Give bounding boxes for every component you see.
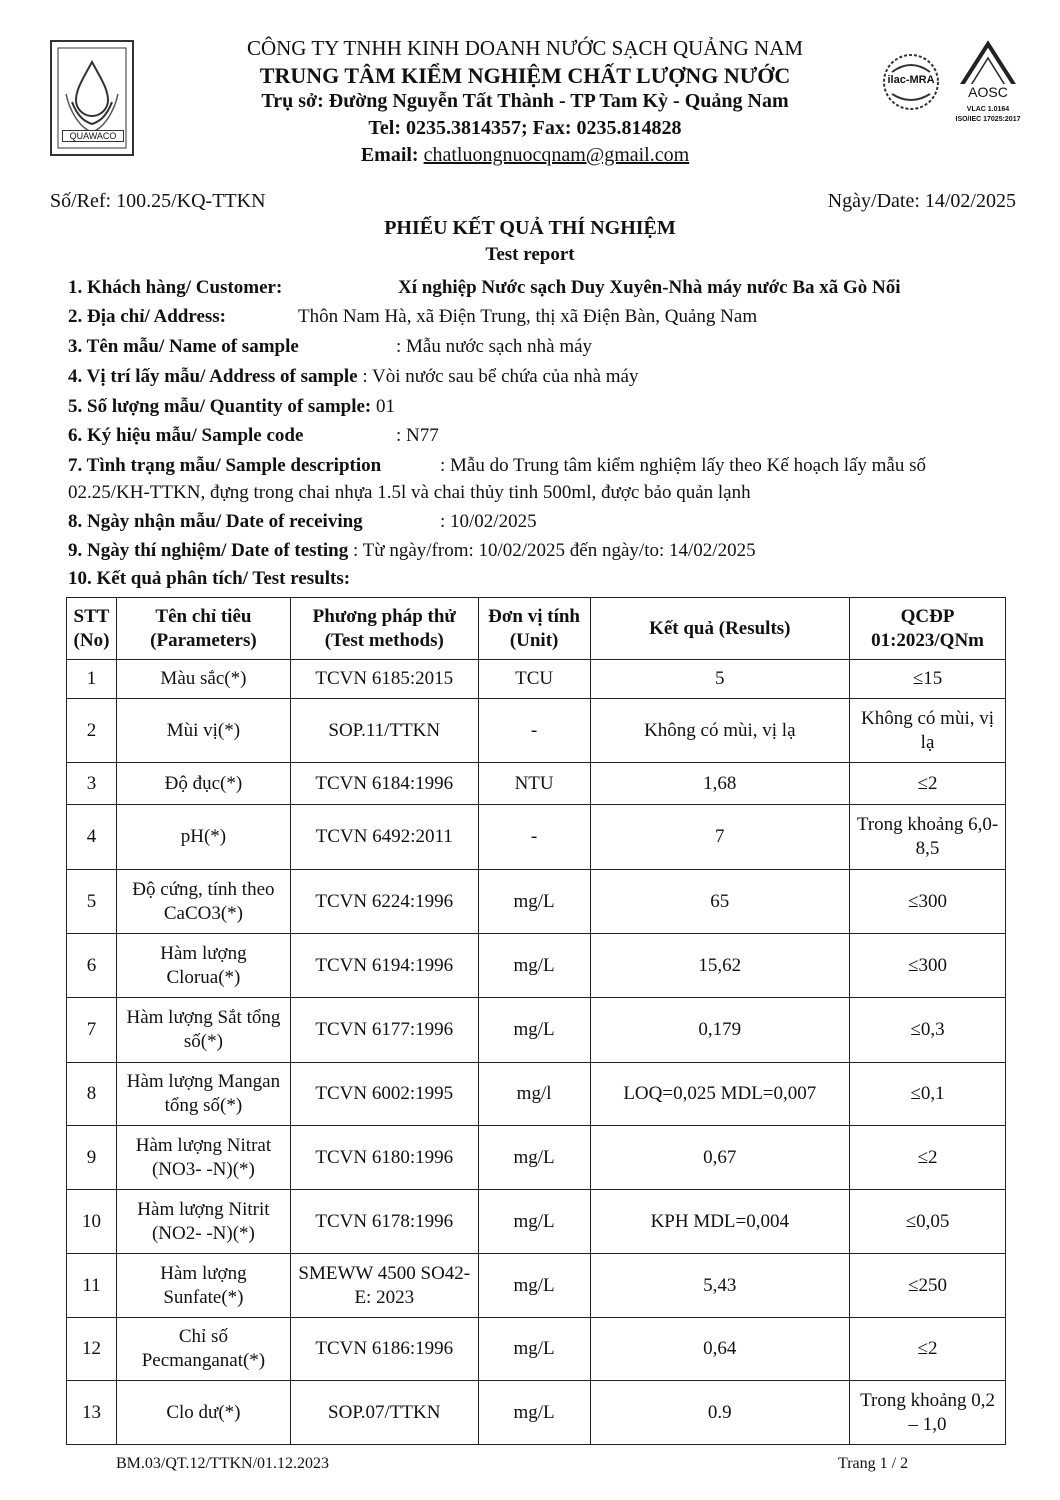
cell-param: Clo dư(*) [116, 1381, 290, 1445]
cell-param: Độ đục(*) [116, 763, 290, 805]
cell-method: TCVN 6185:2015 [290, 660, 478, 699]
ilac-text: ilac-MRA [887, 74, 935, 86]
cell-limit: Trong khoảng 6,0-8,5 [850, 805, 1006, 870]
cell-result: 65 [590, 870, 850, 934]
customer-label: 1. Khách hàng/ Customer: [68, 277, 283, 298]
cell-method: SOP.07/TTKN [290, 1381, 478, 1445]
cell-unit: mg/L [478, 1254, 590, 1318]
cell-unit: NTU [478, 763, 590, 805]
table-row [67, 763, 1006, 805]
table-row [67, 1254, 1006, 1318]
table-row [67, 1126, 1006, 1190]
address-label: 2. Địa chỉ/ Address: [68, 306, 227, 327]
cell-param: Độ cứng, tính theo CaCO3(*) [116, 870, 290, 934]
cell-no: 6 [67, 934, 117, 998]
cell-unit: - [478, 805, 590, 870]
table-row [67, 805, 1006, 870]
results-table [66, 597, 1006, 1445]
cell-result: Không có mùi, vị lạ [590, 699, 850, 763]
sample-name-line [68, 336, 593, 358]
address-line [68, 306, 758, 328]
cell-result: KPH MDL=0,004 [590, 1190, 850, 1254]
testing-value: : Từ ngày/from: 10/02/2025 đến ngày/to: 14/02/2025 [352, 540, 756, 561]
quantity-value: 01 [376, 396, 396, 417]
cell-method: TCVN 6184:1996 [290, 763, 478, 805]
cell-param: Hàm lượng Nitrat (NO3- -N)(*) [116, 1126, 290, 1190]
header-limit: QCĐP 01:2023/QNm [850, 598, 1006, 660]
cell-unit: - [478, 699, 590, 763]
email-label: Email: [360, 144, 419, 166]
cell-method: TCVN 6177:1996 [290, 998, 478, 1063]
cell-unit: mg/L [478, 1190, 590, 1254]
cell-unit: mg/L [478, 870, 590, 934]
table-row [67, 660, 1006, 699]
logo-text: QUAWACO [62, 130, 124, 142]
cell-no: 4 [67, 805, 117, 870]
cell-no: 12 [67, 1318, 117, 1381]
cell-limit: ≤0,1 [850, 1063, 1006, 1126]
cell-method: TCVN 6194:1996 [290, 934, 478, 998]
cell-method: TCVN 6002:1995 [290, 1063, 478, 1126]
cell-limit: ≤0,05 [850, 1190, 1006, 1254]
receiving-label: 8. Ngày nhận mẫu/ Date of receiving [68, 511, 363, 532]
cell-unit: mg/l [478, 1063, 590, 1126]
description-label: 7. Tình trạng mẫu/ Sample description [68, 455, 382, 476]
aosc-logo [948, 40, 1028, 135]
cell-result: 15,62 [590, 934, 850, 998]
cell-param: Mùi vị(*) [116, 699, 290, 763]
header-result: Kết quả (Results) [590, 598, 850, 660]
cell-result: 1,68 [590, 763, 850, 805]
header-phone: Tel: 0235.3814357; Fax: 0235.814828 [368, 117, 682, 139]
cell-unit: mg/L [478, 934, 590, 998]
cell-param: Màu sắc(*) [116, 660, 290, 699]
sample-address-label: 4. Vị trí lấy mẫu/ Address of sample [68, 366, 358, 387]
table-row [67, 699, 1006, 763]
cell-method: TCVN 6186:1996 [290, 1318, 478, 1381]
cell-result: 5,43 [590, 1254, 850, 1318]
cell-no: 13 [67, 1381, 117, 1445]
center-name: TRUNG TÂM KIỂM NGHIỆM CHẤT LƯỢNG NƯỚC [259, 63, 791, 88]
header-no: STT (No) [67, 598, 117, 660]
header-address: Trụ sở: Đường Nguyễn Tất Thành - TP Tam Kỳ - Quảng Nam [261, 90, 789, 112]
description-value-2: 02.25/KH-TTKN, đựng trong chai nhựa 1.5l và chai thủy tinh 500ml, được bảo quản lạnh [68, 482, 751, 503]
cell-result: 7 [590, 805, 850, 870]
header-email-line [140, 144, 910, 167]
sample-address-line [68, 366, 639, 388]
cell-limit: ≤2 [850, 763, 1006, 805]
cell-method: TCVN 6492:2011 [290, 805, 478, 870]
cell-limit: ≤250 [850, 1254, 1006, 1318]
table-row [67, 1318, 1006, 1381]
cell-no: 11 [67, 1254, 117, 1318]
cell-result: 0,67 [590, 1126, 850, 1190]
cell-param: Chỉ số Pecmanganat(*) [116, 1318, 290, 1381]
cell-param: Hàm lượng Mangan tổng số(*) [116, 1063, 290, 1126]
cell-no: 1 [67, 660, 117, 699]
cell-param: Hàm lượng Nitrit (NO2- -N)(*) [116, 1190, 290, 1254]
table-row [67, 934, 1006, 998]
cell-limit: ≤300 [850, 870, 1006, 934]
company-logo [50, 40, 134, 156]
cell-unit: mg/L [478, 1381, 590, 1445]
cell-method: SMEWW 4500 SO42- E: 2023 [290, 1254, 478, 1318]
sample-name-value: : Mẫu nước sạch nhà máy [396, 336, 593, 357]
header-method: Phương pháp thử (Test methods) [290, 598, 478, 660]
cell-method: TCVN 6180:1996 [290, 1126, 478, 1190]
page-number: Trang 1 / 2 [838, 1455, 909, 1472]
testing-line [68, 540, 756, 562]
results-label: 10. Kết quả phân tích/ Test results: [68, 568, 351, 589]
receiving-line [68, 511, 537, 533]
quantity-label: 5. Số lượng mẫu/ Quantity of sample: [68, 396, 372, 417]
sample-code-line [68, 425, 439, 447]
cell-limit: ≤300 [850, 934, 1006, 998]
table-row [67, 1381, 1006, 1445]
cell-method: TCVN 6178:1996 [290, 1190, 478, 1254]
cell-result: LOQ=0,025 MDL=0,007 [590, 1063, 850, 1126]
cell-limit: ≤0,3 [850, 998, 1006, 1063]
cell-method: SOP.11/TTKN [290, 699, 478, 763]
table-row [67, 998, 1006, 1063]
cell-result: 5 [590, 660, 850, 699]
cell-no: 5 [67, 870, 117, 934]
cell-no: 3 [67, 763, 117, 805]
cell-unit: mg/L [478, 1126, 590, 1190]
email-link[interactable]: chatluongnuocqnam@gmail.com [423, 144, 690, 166]
form-code: BM.03/QT.12/TTKN/01.12.2023 [116, 1455, 330, 1472]
cell-unit: mg/L [478, 998, 590, 1063]
header-unit: Đơn vị tính (Unit) [478, 598, 590, 660]
cell-no: 10 [67, 1190, 117, 1254]
address-value: Thôn Nam Hà, xã Điện Trung, thị xã Điện Bàn, Quảng Nam [298, 306, 758, 327]
cell-no: 9 [67, 1126, 117, 1190]
sample-code-label: 6. Ký hiệu mẫu/ Sample code [68, 425, 304, 446]
sample-address-value: : Vòi nước sau bể chứa của nhà máy [362, 366, 639, 387]
cell-limit: ≤15 [850, 660, 1006, 699]
cell-limit: Không có mùi, vị lạ [850, 699, 1006, 763]
cell-method: TCVN 6224:1996 [290, 870, 478, 934]
customer-value: Xí nghiệp Nước sạch Duy Xuyên-Nhà máy nước Ba xã Gò Nổi [398, 277, 901, 298]
cell-param: Hàm lượng Sunfate(*) [116, 1254, 290, 1318]
cell-param: Hàm lượng Clorua(*) [116, 934, 290, 998]
aosc-text: AOSC [952, 84, 1024, 100]
cell-param: Hàm lượng Sắt tổng số(*) [116, 998, 290, 1063]
quantity-line [68, 396, 395, 418]
cell-limit: Trong khoảng 0,2 – 1,0 [850, 1381, 1006, 1445]
cell-result: 0,179 [590, 998, 850, 1063]
ref-number: Số/Ref: 100.25/KQ-TTKN [50, 190, 266, 212]
cell-limit: ≤2 [850, 1318, 1006, 1381]
table-row [67, 1190, 1006, 1254]
description-line [68, 455, 927, 477]
cell-no: 7 [67, 998, 117, 1063]
receiving-value: : 10/02/2025 [440, 511, 537, 532]
cell-unit: mg/L [478, 1318, 590, 1381]
cell-unit: TCU [478, 660, 590, 699]
table-row [67, 870, 1006, 934]
iso-text: ISO/IEC 17025:2017 [955, 116, 1021, 123]
company-name: CÔNG TY TNHH KINH DOANH NƯỚC SẠCH QUẢNG NAM [246, 36, 804, 60]
cell-param: pH(*) [116, 805, 290, 870]
cell-result: 0,64 [590, 1318, 850, 1381]
customer-line [68, 277, 901, 299]
description-value-1: : Mẫu do Trung tâm kiểm nghiệm lấy theo Kế hoạch lấy mẫu số [440, 455, 927, 476]
cell-limit: ≤2 [850, 1126, 1006, 1190]
report-title: PHIẾU KẾT QUẢ THÍ NGHIỆM [384, 217, 676, 239]
cell-no: 8 [67, 1063, 117, 1126]
sample-name-label: 3. Tên mẫu/ Name of sample [68, 336, 299, 357]
testing-label: 9. Ngày thí nghiệm/ Date of testing [68, 540, 349, 561]
vlac-text: VLAC 1.0164 [966, 106, 1010, 113]
report-date: Ngày/Date: 14/02/2025 [827, 190, 1016, 212]
table-header-row [67, 598, 1006, 660]
table-row [67, 1063, 1006, 1126]
sample-code-value: : N77 [396, 425, 439, 446]
cell-result: 0.9 [590, 1381, 850, 1445]
header-parameter: Tên chỉ tiêu (Parameters) [116, 598, 290, 660]
report-subtitle: Test report [485, 244, 575, 265]
cell-no: 2 [67, 699, 117, 763]
